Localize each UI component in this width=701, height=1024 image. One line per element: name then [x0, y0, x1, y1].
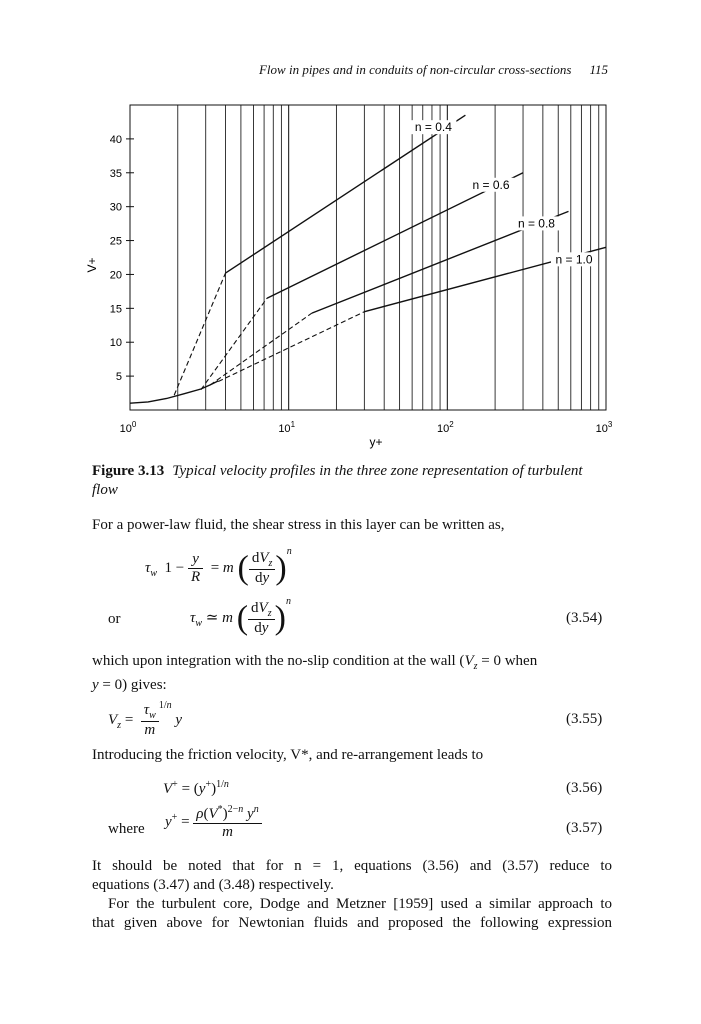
where-label: where	[108, 821, 145, 837]
equation-3-56: $V^+ = (y^+)^{1/n}$	[163, 779, 229, 797]
plot-frame	[130, 105, 606, 410]
x-tick-label: $10^1$	[278, 420, 296, 435]
figure-caption	[92, 462, 612, 500]
buffer-line-4	[218, 312, 364, 382]
series-label: n = 0.8	[517, 216, 555, 231]
paragraph-2-c: y	[92, 677, 99, 693]
paragraph-5-line-2: that given above for Newtonian fluids and proposed the following expression	[92, 915, 612, 931]
paragraph-3: Introducing the friction velocity, V*, and re-arrangement leads to	[92, 747, 484, 763]
y-tick-label: 5	[115, 371, 122, 384]
x-axis-label: y+	[369, 435, 383, 449]
paragraph-2-b: = 0 when	[477, 653, 538, 669]
core-line-1	[226, 115, 466, 273]
running-title: Flow in pipes and in conduits of non-circular cross-sections	[258, 62, 572, 77]
paragraph-2-a: which upon integration with the no-slip condition at the wall (	[92, 653, 465, 669]
paragraph-5	[92, 895, 612, 933]
paragraph-5-line-1: For the turbulent core, Dodge and Metzner [1959] used a similar approach to	[108, 896, 612, 912]
y-tick-label: 25	[109, 235, 122, 248]
y-axis-label: V+	[85, 257, 99, 273]
y-tick-label: 30	[109, 201, 122, 214]
sublayer-curve	[130, 381, 218, 403]
y-tick-label: 10	[109, 337, 122, 350]
x-tick-label: $10^0$	[119, 420, 137, 435]
chart-grid	[178, 105, 599, 410]
equation-number-3-57: (3.57)	[566, 820, 603, 836]
paragraph-4	[92, 857, 612, 895]
paragraph-1: For a power-law fluid, the shear stress in this layer can be written as,	[92, 517, 505, 533]
equation-number-3-54: (3.54)	[566, 610, 603, 626]
paragraph-2-d: = 0) gives:	[98, 677, 167, 693]
paragraph-2: which upon integration with the no-slip condition at the wall ($V_z = 0$ when y = 0) gives:	[92, 653, 538, 693]
paragraph-4-line-2: equations (3.47) and (3.48) respectively.	[92, 877, 334, 893]
paragraph-4-line-1: It should be noted that for n = 1, equations (3.56) and (3.57) reduce to	[92, 858, 612, 874]
equation-3-54: $\tau_w$ ≃ m ( $\frac{dV_z}{dy}$ )$^n$	[190, 596, 291, 637]
chart-series	[130, 115, 606, 403]
equation-shear-stress: $\tau_w$ 1 − $\frac{y}{R}$ = m ( $\frac{dV_z}{dy}$ )$^n$	[145, 546, 292, 587]
series-labels	[410, 120, 597, 266]
figure-label: Figure 3.13	[92, 463, 165, 479]
y-tick-label: 40	[109, 133, 122, 146]
series-label: n = 0.6	[472, 177, 510, 192]
y-tick-label: 15	[109, 303, 122, 316]
figure-caption-text: Typical velocity profiles in the three zone representation of turbulent flow	[92, 463, 583, 498]
page-number: 115	[589, 62, 608, 77]
axis-ticks	[110, 134, 613, 435]
y-tick-label: 35	[109, 167, 122, 180]
series-label: n = 1.0	[555, 252, 593, 267]
equation-number-3-56: (3.56)	[566, 780, 603, 796]
series-label: n = 0.4	[414, 120, 452, 135]
x-tick-label: $10^2$	[436, 420, 454, 435]
y-tick-label: 20	[109, 269, 122, 282]
equation-3-55: $V_z$ = $\frac{\tau_w}{m}$ $^{1/n}$ y	[108, 700, 183, 739]
equation-number-3-55: (3.55)	[566, 711, 603, 727]
buffer-line-1	[174, 273, 225, 395]
or-label: or	[108, 611, 121, 627]
equation-3-57: y+ = $\frac{\rho(V^*)^{2-n} y^n}{m}$	[165, 804, 262, 841]
buffer-line-2	[201, 298, 267, 390]
velocity-profile-chart	[0, 0, 701, 460]
x-tick-label: $10^3$	[595, 420, 613, 435]
